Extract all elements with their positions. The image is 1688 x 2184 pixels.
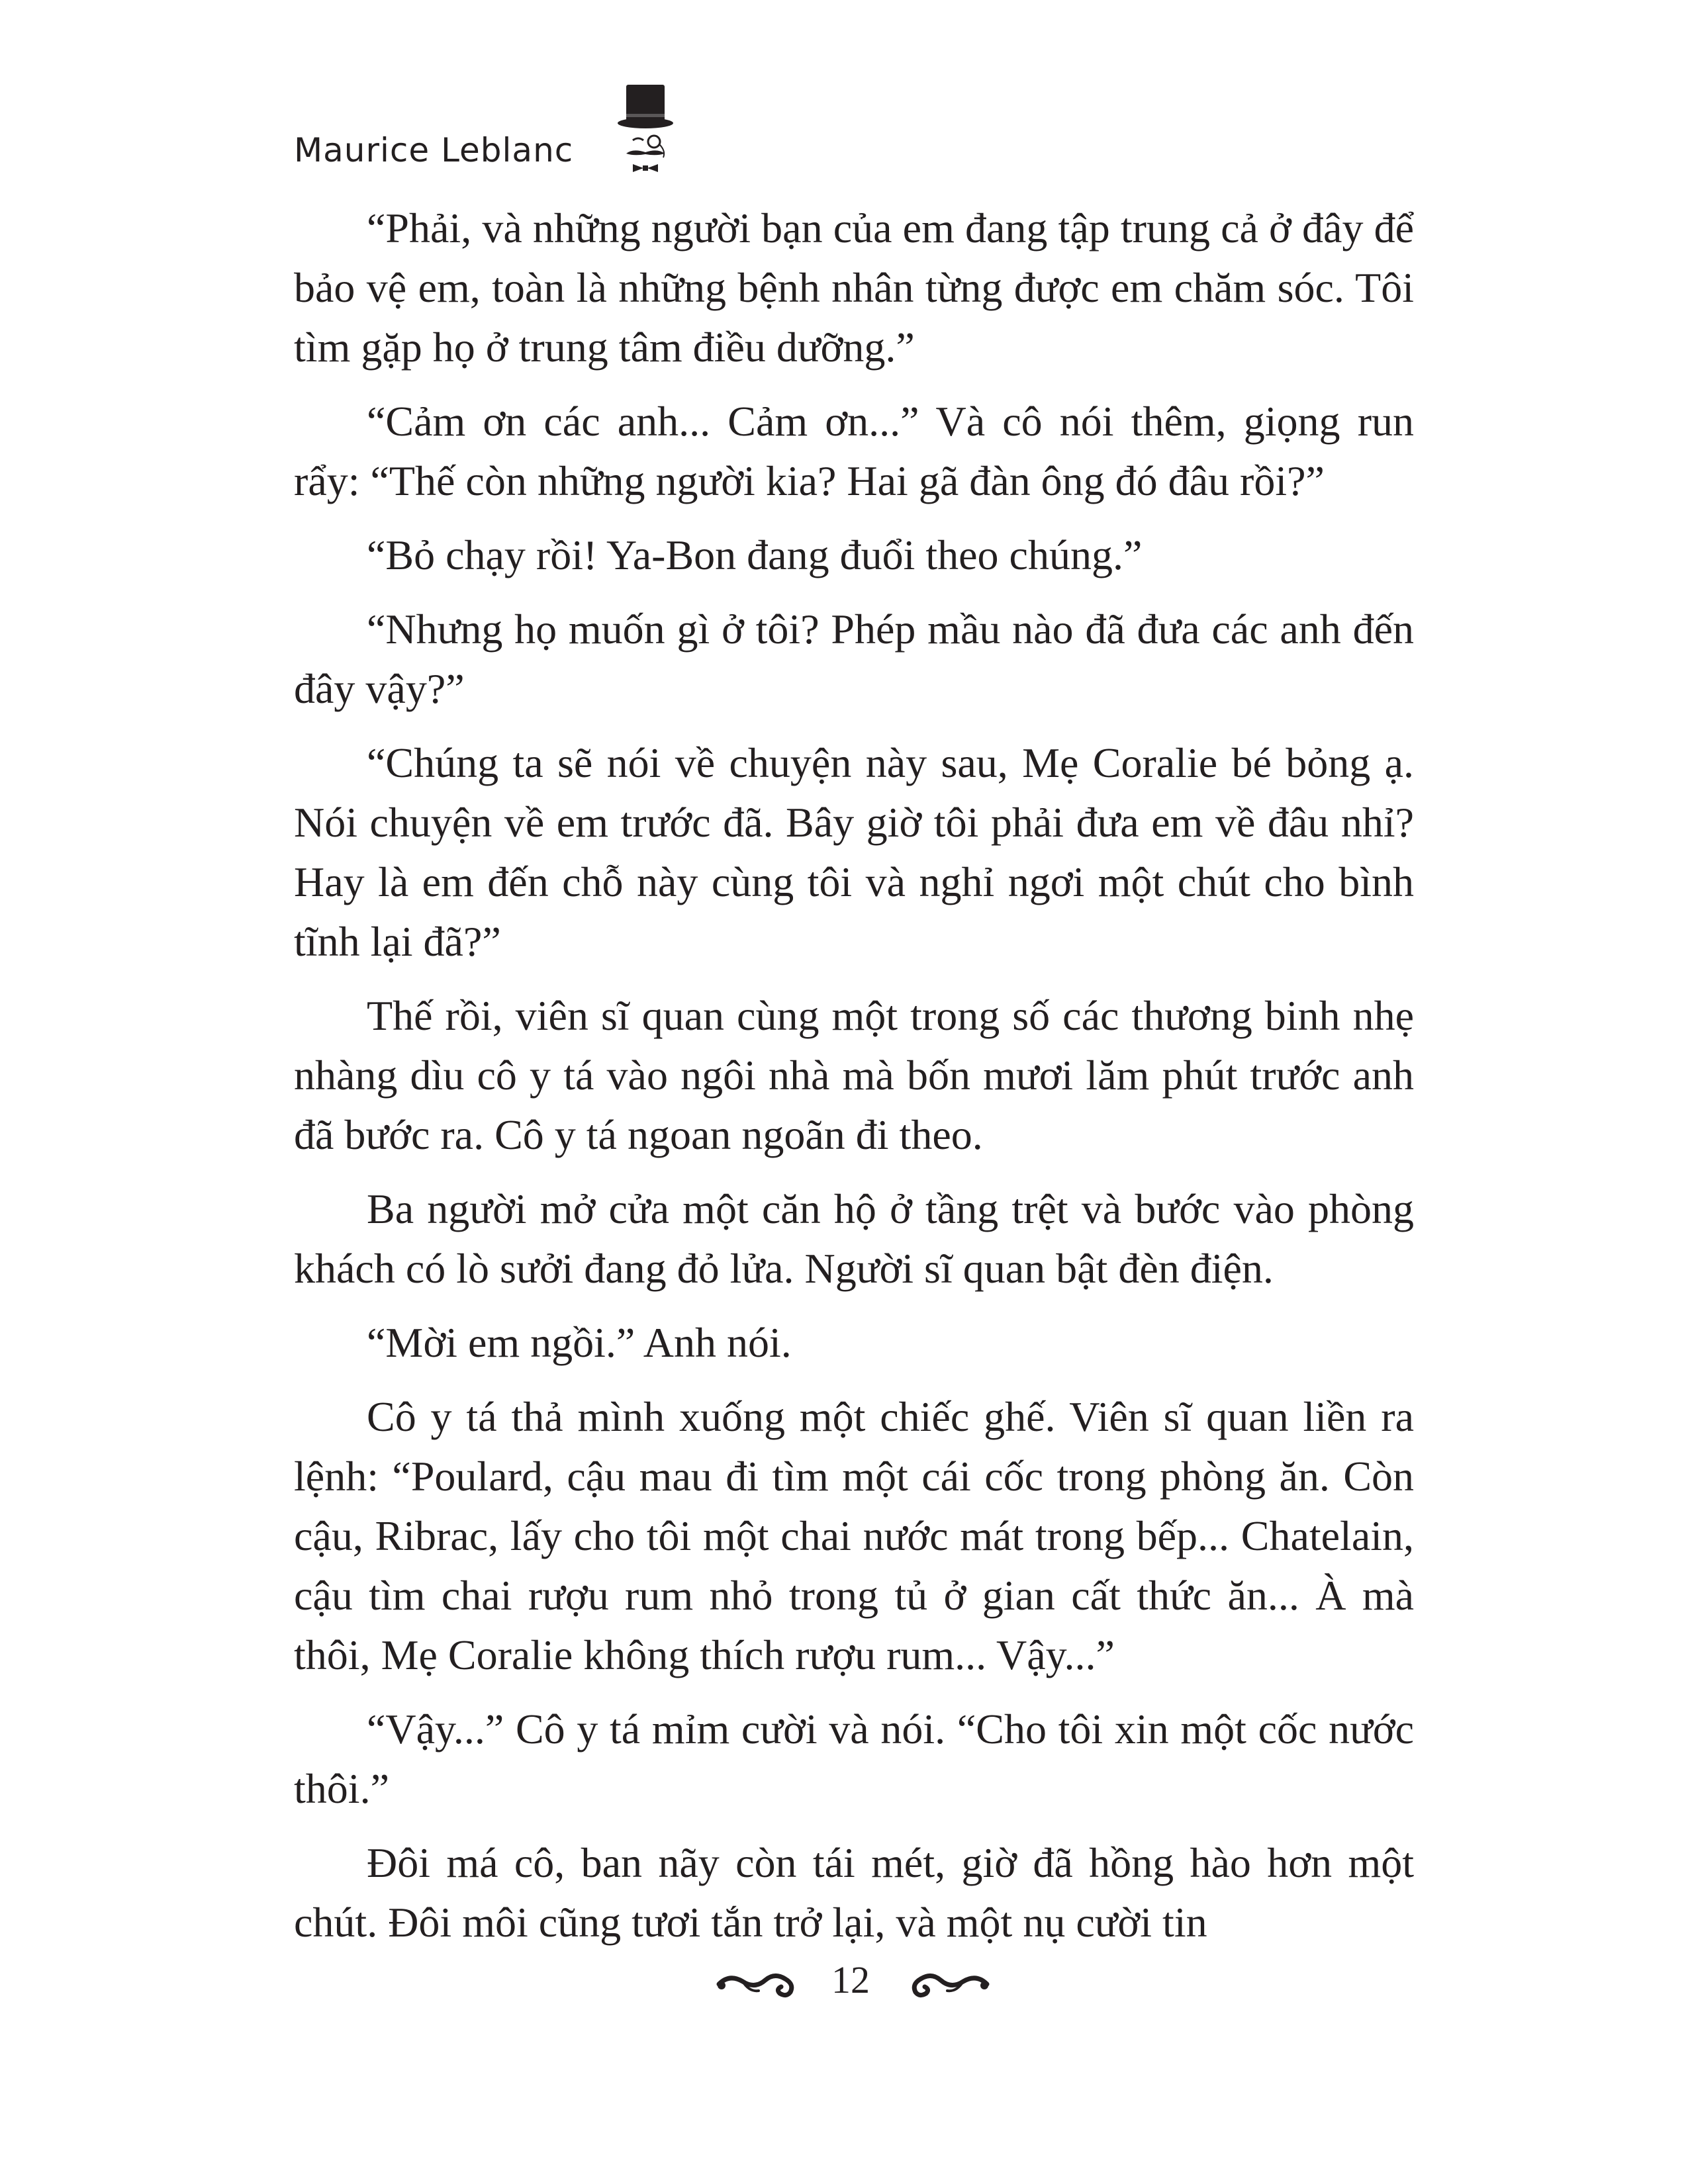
scroll-ornament-icon: [716, 1964, 802, 2004]
paragraph: “Nhưng họ muốn gì ở tôi? Phép mầu nào đã đưa các anh đến đây vậy?”: [294, 606, 1414, 712]
top-hat-monocle-mustache-icon: [606, 79, 692, 179]
author-name: Maurice Leblanc: [294, 131, 574, 169]
paragraph: “Bỏ chạy rồi! Ya-Bon đang đuổi theo chúng.”: [367, 531, 1143, 578]
page-footer: [0, 1959, 1688, 2025]
paragraph: Ba người mở cửa một căn hộ ở tầng trệt và bước vào phòng khách có lò sưởi đang đỏ lửa. Người sĩ quan bật đèn điện.: [294, 1185, 1414, 1292]
paragraph: “Phải, và những người bạn của em đang tập trung cả ở đây để bảo vệ em, toàn là những bệnh nhân từng được em chăm sóc. Tôi tìm gặp họ ở trung tâm điều dưỡng.”: [294, 205, 1414, 371]
paragraph: “Vậy...” Cô y tá mỉm cười và nói. “Cho tôi xin một cốc nước thôi.”: [294, 1706, 1414, 1812]
paragraph: “Chúng ta sẽ nói về chuyện này sau, Mẹ Coralie bé bỏng ạ. Nói chuyện về em trước đã. Bây giờ tôi phải đưa em về đâu nhỉ? Hay là em đến chỗ này cùng tôi và nghỉ ngơi một chút cho bình tĩnh lại đã?”: [294, 739, 1414, 965]
paragraph: “Cảm ơn các anh... Cảm ơn...” Và cô nói thêm, giọng run rẩy: “Thế còn những người kia? Hai gã đàn ông đó đâu rồi?”: [294, 398, 1414, 504]
running-header: [294, 79, 691, 185]
body-text: [294, 199, 1414, 1967]
scroll-ornament-icon: [904, 1964, 990, 2004]
page-number: 12: [831, 1958, 870, 2001]
paragraph: “Mời em ngồi.” Anh nói.: [367, 1319, 792, 1366]
paragraph: Thế rồi, viên sĩ quan cùng một trong số các thương binh nhẹ nhàng dìu cô y tá vào ngôi nhà mà bốn mươi lăm phút trước anh đã bước ra. Cô y tá ngoan ngoãn đi theo.: [294, 992, 1414, 1158]
paragraph: Đôi má cô, ban nãy còn tái mét, giờ đã hồng hào hơn một chút. Đôi môi cũng tươi tắn trở lại, và một nụ cười tin: [294, 1839, 1414, 1946]
paragraph: Cô y tá thả mình xuống một chiếc ghế. Viên sĩ quan liền ra lệnh: “Poulard, cậu mau đi tìm một cái cốc trong phòng ăn. Còn cậu, Ribrac, lấy cho tôi một chai nước mát trong bếp... Chatelain, cậu tìm chai rượu rum nhỏ trong tủ ở gian cất thức ăn... À mà thôi, Mẹ Coralie không thích rượu rum... Vậy...”: [294, 1393, 1414, 1678]
